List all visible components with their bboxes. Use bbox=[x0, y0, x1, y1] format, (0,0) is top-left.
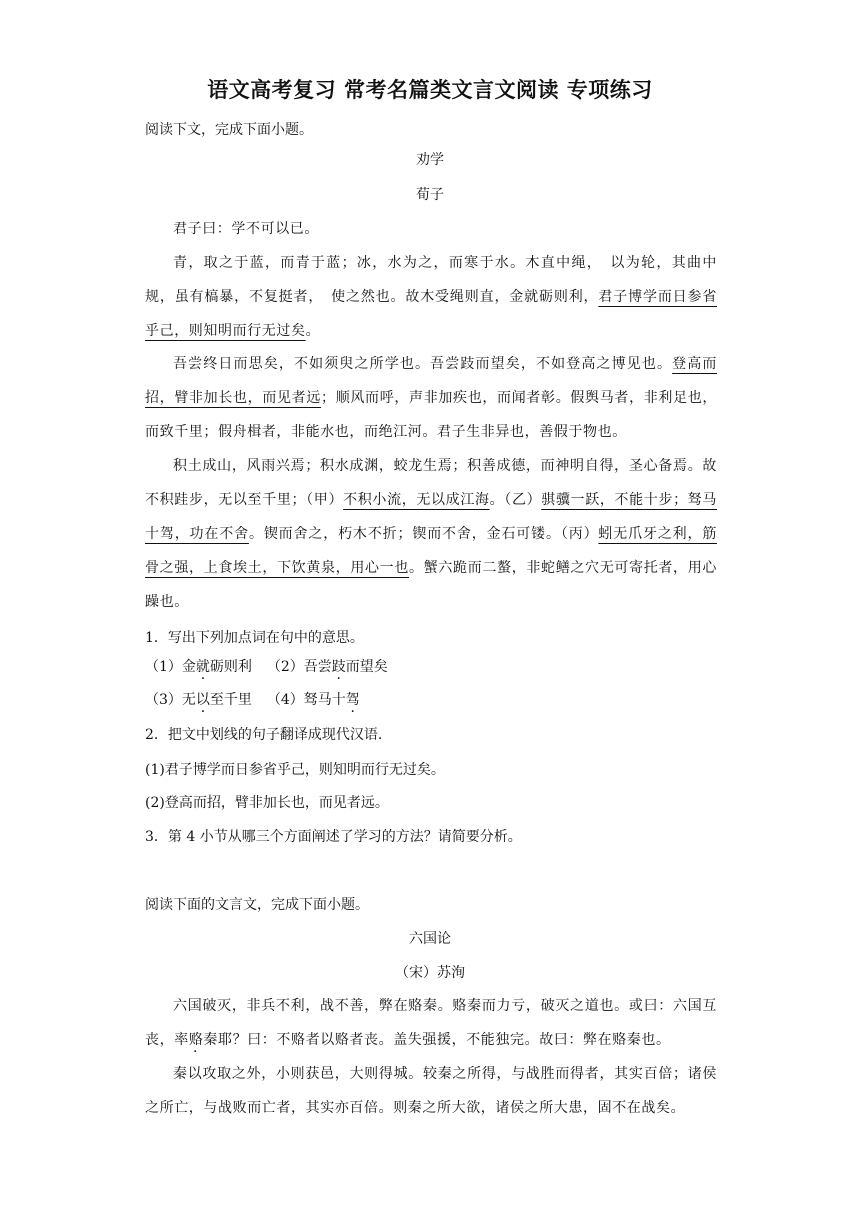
paragraph-text: 君子曰：学不可以已。 bbox=[173, 221, 319, 237]
question-1-items-row-2 bbox=[145, 690, 360, 710]
instruction-1: 阅读下文，完成下面小题。 bbox=[145, 122, 313, 138]
paragraph-text: 积土成山，风雨兴焉；积水成渊，蛟龙生焉；积善成德，而神明自得，圣心备焉。故不积跬步，无以至千里；（甲） bbox=[145, 458, 717, 508]
question-1-items-row-1 bbox=[145, 657, 388, 677]
paragraph-2 bbox=[145, 246, 717, 348]
text-title-2: 六国论 bbox=[409, 931, 451, 947]
author-2: （宋）苏洵 bbox=[395, 965, 465, 981]
paragraph-2-1 bbox=[145, 989, 717, 1057]
dotted-word: 以 bbox=[195, 692, 210, 708]
item-text: （2）吾尝 bbox=[266, 659, 332, 675]
dotted-word: 驾 bbox=[345, 692, 360, 708]
paragraph-text: 青，取之于蓝，而青于蓝；冰，水为之，而寒于水。木直中绳， 以为轮，其曲中规，虽有槁暴，不复挺者， 使之然也。故木受绳则直，金就砺则利， bbox=[145, 255, 717, 305]
item-text: 砺则利 bbox=[209, 659, 252, 675]
paragraph-text: 秦以攻取之外，小则获邑，大则得城。较秦之所得，与战胜而得者，其实百倍；诸侯之所亡，与战败而亡者，其实亦百倍。则秦之所大欲，诸侯之所大患，固不在战矣。 bbox=[145, 1066, 717, 1116]
instruction-2: 阅读下面的文言文，完成下面小题。 bbox=[145, 897, 369, 913]
dotted-word: 率 bbox=[174, 1032, 189, 1048]
dotted-word: 跂 bbox=[331, 659, 346, 675]
paragraph-text: 。蟹六跪而二螯，非蛇鳝之穴无可寄托者，用心躁也。 bbox=[145, 560, 717, 610]
dotted-word: 就 bbox=[195, 659, 210, 675]
question-1: 1．写出下列加点词在句中的意思。 bbox=[145, 630, 364, 646]
paragraph-2-2 bbox=[145, 1057, 717, 1125]
paragraph-4 bbox=[145, 449, 717, 619]
question-2-sentence-1: (1)君子博学而日参省乎己，则知明而行无过矣。 bbox=[145, 762, 445, 778]
underlined-sentence-bing: 蚓无爪牙之利，筋骨之强，上食埃土，下饮黄泉，用心一也 bbox=[145, 526, 717, 576]
paragraph-text: 赂秦耶？曰：不赂者以赂者丧。盖失强援，不能独完。故曰：弊在赂秦也。 bbox=[188, 1032, 671, 1048]
paragraph-1 bbox=[145, 212, 717, 246]
item-text: （4）驽马十 bbox=[266, 692, 346, 708]
paragraph-text: 。（乙） bbox=[489, 492, 542, 508]
question-3: 3．第 4 小节从哪三个方面阐述了学习的方法？请简要分析。 bbox=[145, 829, 522, 845]
page-title: 语文高考复习 常考名篇类文言文阅读 专项练习 bbox=[207, 78, 653, 102]
item-text: （3）无 bbox=[145, 692, 196, 708]
underlined-sentence-jia: 不积小流，无以成江海 bbox=[343, 492, 490, 508]
paragraph-text: 。锲而舍之，朽木不折；锲而不舍，金石可镂。（丙） bbox=[248, 526, 599, 542]
paragraph-text: 。 bbox=[305, 323, 321, 339]
underlined-sentence-yi: 骐骥一跃，不能十步；驽马十驾，功在不舍 bbox=[145, 492, 718, 542]
author-1: 荀子 bbox=[416, 187, 444, 203]
underlined-sentence-1: 君子博学而日参省乎己，则知明而行无过矣 bbox=[145, 289, 717, 339]
item-text: 至千里 bbox=[209, 692, 252, 708]
item-text: （1）金 bbox=[145, 659, 196, 675]
underlined-sentence-2: 登高而招，臂非加长也，而见者远 bbox=[145, 356, 717, 406]
question-2: 2．把文中划线的句子翻译成现代汉语. bbox=[145, 727, 383, 743]
paragraph-text: ；顺风而呼，声非加疾也，而闻者彰。假舆马者，非利足也，而致千里；假舟楫者，非能水也，而绝江河。君子生非异也，善假于物也。 bbox=[145, 390, 718, 440]
paragraph-3 bbox=[145, 347, 717, 449]
paragraph-text: 六国破灭，非兵不利，战不善，弊在赂秦。赂秦而力亏，破灭之道也。或曰：六国互丧， bbox=[145, 998, 717, 1048]
item-text: 而望矣 bbox=[345, 659, 388, 675]
paragraph-text: 吾尝终日而思矣，不如须臾之所学也。吾尝跂而望矣，不如登高之博见也。 bbox=[173, 356, 673, 372]
text-title-1: 劝学 bbox=[416, 152, 444, 168]
question-2-sentence-2: (2)登高而招，臂非加长也，而见者远。 bbox=[145, 795, 389, 811]
